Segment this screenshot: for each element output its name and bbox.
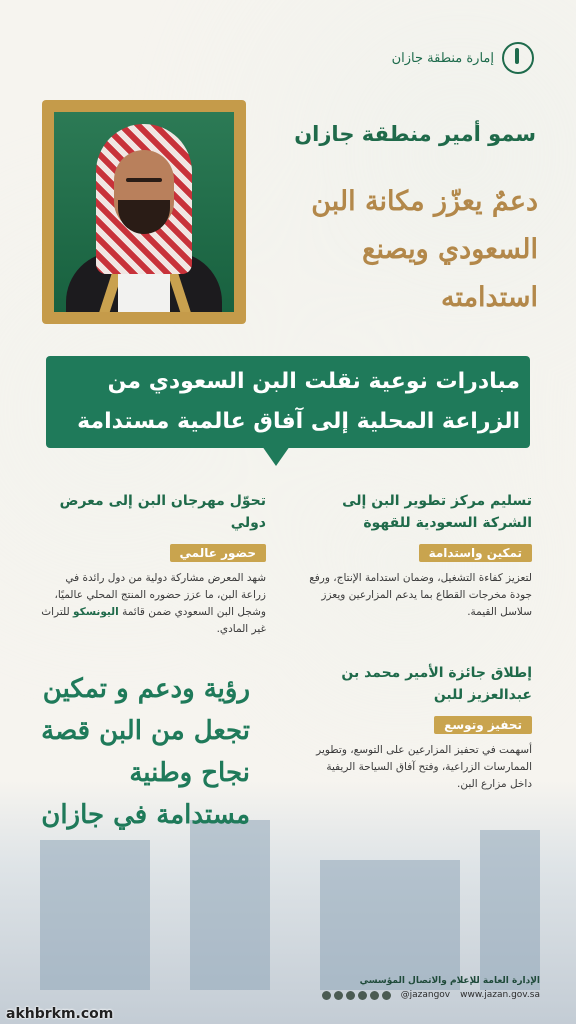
- social-icons: [322, 991, 391, 1000]
- youtube-icon[interactable]: [370, 991, 379, 1000]
- item-coffee-festival: [40, 490, 266, 638]
- watermark: akhbrkm.com: [6, 1006, 114, 1022]
- machine-shape: [480, 830, 540, 990]
- x-icon[interactable]: [322, 991, 331, 1000]
- item-title: تحوّل مهرجان البن إلى معرض دولي: [59, 493, 266, 531]
- footer: [190, 976, 540, 1000]
- footer-org: الإدارة العامة للإعلام والاتصال المؤسسي: [359, 976, 540, 986]
- snapchat-icon[interactable]: [358, 991, 367, 1000]
- palm-swords-emblem-icon: [502, 42, 534, 74]
- unesco-highlight: اليونسكو: [73, 606, 119, 618]
- item-coffee-center: [306, 490, 532, 621]
- item-title: تسليم مركز تطوير البن إلى الشركة السعودية للقهوة: [342, 493, 532, 531]
- vision-statement: رؤية ودعم و تمكين تجعل من البن قصة نجاح وطنية مستدامة في جازان: [41, 674, 250, 830]
- social-handle[interactable]: @jazangov: [400, 990, 451, 1000]
- item-description: أسهمت في تحفيز المزارعين على التوسع، وتطوير الممارسات الزراعية، وفتح آفاق السياحة الريفية داخل مزارع البن.: [316, 744, 532, 790]
- item-tag: تحفيز وتوسع: [434, 716, 532, 734]
- tiktok-icon[interactable]: [346, 991, 355, 1000]
- item-tag: حضور عالمي: [170, 544, 266, 562]
- page-title: سمو أمير منطقة جازان: [294, 122, 536, 146]
- banner-text: مبادرات نوعية نقلت البن السعودي من الزراعة المحلية إلى آفاق عالمية مستدامة: [77, 369, 520, 434]
- item-description: شهد المعرض مشاركة دولية من دول رائدة في زراعة البن، ما عزز حضوره المنتج المحلي عالميًا، وشجل البن السعودي ضمن قائمة اليونسكو للتراث غير المادي.: [41, 572, 266, 635]
- instagram-icon[interactable]: [334, 991, 343, 1000]
- logo-text: إمارة منطقة جازان: [391, 50, 494, 66]
- item-description: لتعزيز كفاءة التشغيل، وضمان استدامة الإنتاج، ورفع جودة مخرجات القطاع بما يدعم المزارعين ويعزز سلاسل القيمة.: [309, 572, 532, 618]
- machine-shape: [320, 860, 460, 990]
- machine-shape: [190, 820, 270, 990]
- emirate-logo: [392, 42, 534, 74]
- website-link[interactable]: www.jazan.gov.sa: [460, 990, 540, 1000]
- machine-shape: [40, 840, 150, 990]
- prince-portrait: [54, 112, 234, 312]
- item-tag: تمكين واستدامة: [419, 544, 532, 562]
- banner-pointer: [262, 446, 290, 466]
- item-title: إطلاق جائزة الأمير محمد بن عبدالعزيز للبن: [341, 665, 532, 703]
- whatsapp-icon[interactable]: [382, 991, 391, 1000]
- footer-contacts: [190, 990, 540, 1000]
- item-prince-award: [306, 662, 532, 793]
- headline: دعمٌ يعزّز مكانة البن السعودي ويصنع استدامته: [311, 186, 538, 313]
